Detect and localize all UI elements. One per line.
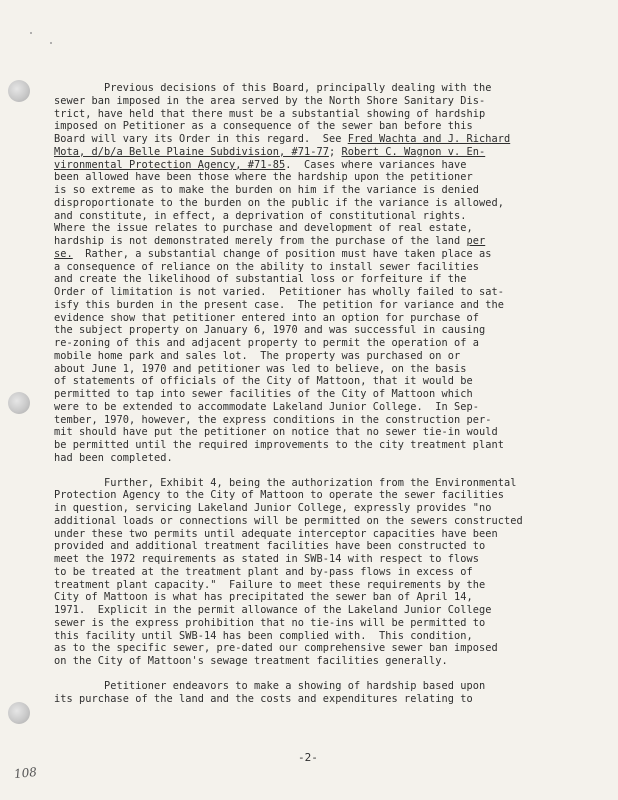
text-line — [54, 540, 594, 553]
text-line — [54, 146, 594, 159]
text-line — [54, 350, 594, 363]
text-segment: 1971. Explicit in the permit allowance of the Lakeland Junior College — [54, 604, 492, 616]
text-line — [54, 439, 594, 452]
text-line — [54, 159, 594, 172]
text-line — [54, 426, 594, 439]
text-segment: hardship is not demonstrated merely from the purchase of the land — [54, 235, 467, 247]
text-line — [54, 286, 594, 299]
text-segment: provided and additional treatment facilities have been constructed to — [54, 540, 486, 553]
handwritten-page-note: 108 — [13, 764, 38, 782]
text-line — [54, 617, 594, 630]
text-segment: permitted to tap into sewer facilities of the City of Mattoon which — [54, 388, 473, 400]
punch-hole — [8, 392, 30, 414]
scan-speck — [30, 32, 32, 34]
text-line — [54, 591, 594, 604]
page-number: -2- — [298, 751, 318, 764]
text-line — [54, 337, 594, 350]
text-line — [54, 680, 594, 693]
text-line — [54, 363, 594, 376]
case-citation: se. — [54, 247, 73, 260]
text-segment: had been completed. — [54, 451, 173, 464]
text-segment: evidence show that petitioner entered into an option for purchase of — [54, 311, 479, 324]
text-line — [54, 604, 594, 617]
text-segment: meet the 1972 requirements as stated in SWB-14 with respect to flows — [54, 553, 479, 565]
text-segment: Further, Exhibit 4, being the authorization from the Environmental — [54, 476, 517, 489]
text-segment: and constitute, in effect, a deprivation of constitutional rights. — [54, 209, 467, 222]
text-segment: been allowed have been those where the hardship upon the petitioner — [54, 171, 473, 184]
text-segment: its purchase of the land and the costs and expenditures relating to — [54, 692, 473, 705]
text-segment: Protection Agency to the City of Mattoon to operate the sewer facilities — [54, 489, 504, 502]
paragraph-gap — [54, 465, 594, 477]
text-line — [54, 82, 594, 95]
paragraph — [54, 82, 594, 465]
text-segment: about June 1, 1970 and petitioner was led to believe, on the basis — [54, 362, 467, 375]
paragraph — [54, 477, 594, 668]
text-segment: tember, 1970, however, the express conditions in the construction per- — [54, 413, 492, 426]
text-line — [54, 489, 594, 502]
punch-hole — [8, 702, 30, 724]
text-segment: mit should have put the petitioner on notice that no sewer tie-in would — [54, 426, 498, 439]
text-segment: mobile home park and sales lot. The property was purchased on or — [54, 349, 461, 362]
text-segment: and create the likelihood of substantial loss or forfeiture if the — [54, 273, 467, 286]
text-line — [54, 133, 594, 146]
text-segment: to be treated at the treatment plant and by-pass flows in excess of — [54, 565, 473, 578]
text-line — [54, 414, 594, 427]
text-segment: on the City of Mattoon's sewage treatment facilities generally. — [54, 655, 448, 667]
text-line — [54, 528, 594, 541]
text-line — [54, 655, 594, 668]
document-body — [54, 82, 594, 705]
text-segment: of statements of officials of the City of Mattoon, that it would be — [54, 375, 473, 388]
text-line — [54, 299, 594, 312]
text-line — [54, 248, 594, 261]
text-segment: Where the issue relates to purchase and development of real estate, — [54, 222, 473, 235]
text-segment: City of Mattoon is what has precipitated the sewer ban of April 14, — [54, 591, 473, 604]
text-line — [54, 184, 594, 197]
text-line — [54, 693, 594, 706]
text-line — [54, 312, 594, 325]
text-segment: a consequence of reliance on the ability to install sewer facilities — [54, 260, 479, 273]
text-segment: this facility until SWB-14 has been complied with. This condition, — [54, 629, 473, 642]
text-segment: disproportionate to the burden on the public if the variance is allowed, — [54, 196, 504, 209]
case-citation: per — [466, 235, 486, 247]
text-line — [54, 95, 594, 108]
text-segment: is so extreme as to make the burden on him if the variance is denied — [54, 184, 479, 196]
text-segment: treatment plant capacity." Failure to meet these requirements by the — [54, 578, 486, 591]
text-segment: Previous decisions of this Board, principally dealing with the — [54, 82, 492, 94]
text-segment: Board will vary its Order in this regard. See — [54, 133, 348, 145]
text-line — [54, 120, 594, 133]
text-segment: isfy this burden in the present case. The petition for variance and the — [54, 298, 504, 311]
text-segment: under these two permits until adequate interceptor capacities have been — [54, 527, 498, 540]
text-line — [54, 273, 594, 286]
paragraph — [54, 680, 594, 706]
text-line — [54, 222, 594, 235]
text-segment: the subject property on January 6, 1970 and was successful in causing — [54, 324, 486, 337]
punch-hole — [8, 80, 30, 102]
text-line — [54, 642, 594, 655]
text-segment: re-zoning of this and adjacent property to permit the operation of a — [54, 337, 479, 349]
text-line — [54, 210, 594, 223]
text-segment: sewer ban imposed in the area served by the North Shore Sanitary Dis- — [54, 94, 486, 107]
text-line — [54, 375, 594, 388]
text-segment: be permitted until the required improvements to the city treatment plant — [54, 439, 504, 451]
text-line — [54, 579, 594, 592]
text-line — [54, 197, 594, 210]
text-line — [54, 553, 594, 566]
text-line — [54, 324, 594, 337]
text-segment: Order of limitation is not varied. Petitioner has wholly failed to sat- — [54, 286, 504, 298]
case-citation: Robert C. Wagnon v. En- — [341, 145, 486, 158]
text-line — [54, 452, 594, 465]
text-line — [54, 515, 594, 528]
text-line — [54, 502, 594, 515]
scan-speck — [50, 42, 52, 44]
text-segment: as to the specific sewer, pre-dated our comprehensive sewer ban imposed — [54, 642, 498, 655]
text-segment: imposed on Petitioner as a consequence of the sewer ban before this — [54, 120, 473, 133]
text-line — [54, 235, 594, 248]
paragraph-gap — [54, 668, 594, 680]
text-line — [54, 566, 594, 579]
case-citation: Mota, d/b/a Belle Plaine Subdivision, #71-77 — [54, 145, 329, 158]
case-citation: vironmental Protection Agency, #71-85 — [54, 158, 286, 171]
case-citation: Fred Wachta and J. Richard — [347, 133, 511, 145]
text-segment: ; — [328, 145, 342, 158]
text-line — [54, 388, 594, 401]
text-segment: . Cases where variances have — [285, 158, 467, 171]
text-line — [54, 261, 594, 274]
text-segment: additional loads or connections will be permitted on the sewers constructed — [54, 514, 523, 527]
text-line — [54, 477, 594, 490]
text-segment: in question, servicing Lakeland Junior College, expressly provides "no — [54, 502, 492, 514]
text-line — [54, 630, 594, 643]
text-segment: were to be extended to accommodate Lakeland Junior College. In Sep- — [54, 400, 479, 413]
text-line — [54, 108, 594, 121]
text-segment: Petitioner endeavors to make a showing of hardship based upon — [54, 679, 486, 692]
text-segment: Rather, a substantial change of position must have taken place as — [72, 247, 492, 260]
text-line — [54, 401, 594, 414]
text-line — [54, 171, 594, 184]
text-segment: trict, have held that there must be a substantial showing of hardship — [54, 107, 486, 120]
text-segment: sewer is the express prohibition that no tie-ins will be permitted to — [54, 616, 486, 629]
